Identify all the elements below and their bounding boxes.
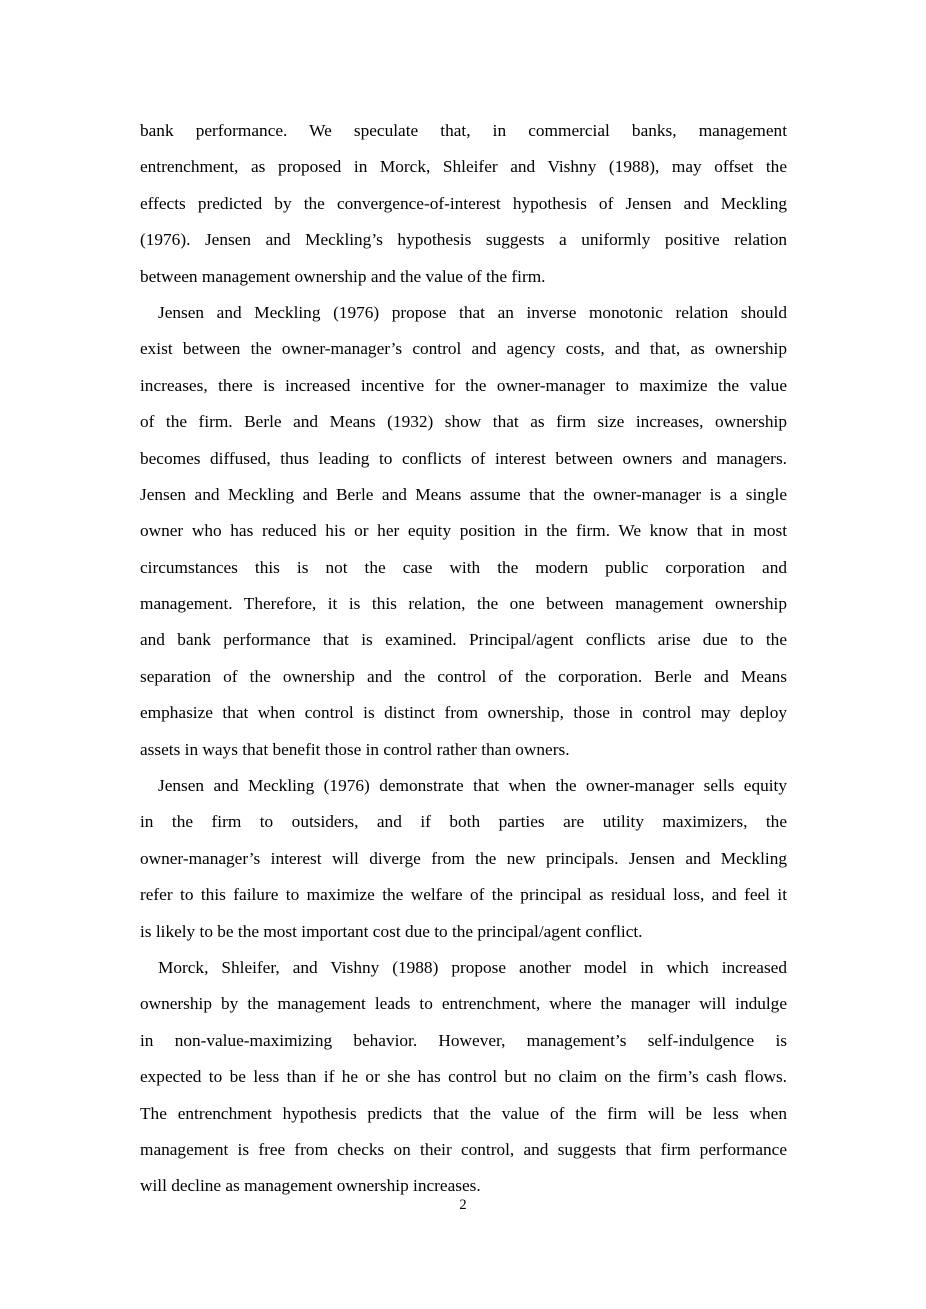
text-line: circumstances this is not the case with the modern public corporation and [140, 557, 787, 577]
text-line: owner who has reduced his or her equity position in the firm. We know that in most [140, 521, 787, 541]
paragraph-2 [140, 295, 787, 768]
text-line: bank performance. We speculate that, in commercial banks, management [140, 121, 787, 140]
text-line: Jensen and Meckling (1976) demonstrate that when the owner-manager sells equity [158, 776, 787, 796]
paragraph-3 [140, 768, 787, 950]
page-number: 2 [459, 1197, 467, 1213]
text-block [140, 113, 787, 1205]
text-line: between management ownership and the value of the firm. [140, 266, 546, 286]
paragraph-4 [140, 950, 787, 1205]
text-line: entrenchment, as proposed in Morck, Shleifer and Vishny (1988), may offset the [140, 157, 787, 177]
text-line: expected to be less than if he or she has control but no claim on the firm’s cash flows. [140, 1067, 787, 1087]
text-line: management is free from checks on their control, and suggests that firm performance [140, 1139, 787, 1159]
text-line: will decline as management ownership increases. [140, 1176, 481, 1196]
text-line: owner-manager’s interest will diverge from the new principals. Jensen and Meckling [140, 848, 787, 868]
text-line: exist between the owner-manager’s control and agency costs, and that, as ownership [140, 339, 787, 359]
text-line: ownership by the management leads to entrenchment, where the manager will indulge [140, 994, 787, 1014]
text-line: separation of the ownership and the control of the corporation. Berle and Means [140, 666, 787, 686]
text-line: The entrenchment hypothesis predicts that the value of the firm will be less when [140, 1103, 787, 1123]
text-line: becomes diffused, thus leading to conflicts of interest between owners and managers. [140, 448, 787, 468]
text-line: effects predicted by the convergence-of-interest hypothesis of Jensen and Meckling [140, 193, 787, 213]
text-line: Jensen and Meckling and Berle and Means assume that the owner-manager is a single [140, 484, 787, 504]
text-line: increases, there is increased incentive for the owner-manager to maximize the value [140, 375, 787, 395]
text-line: (1976). Jensen and Meckling’s hypothesis suggests a uniformly positive relation [140, 230, 787, 250]
paragraph-1 [140, 113, 787, 295]
text-line: assets in ways that benefit those in control rather than owners. [140, 739, 570, 759]
text-line: in the firm to outsiders, and if both parties are utility maximizers, the [140, 812, 787, 832]
text-line: Jensen and Meckling (1976) propose that an inverse monotonic relation should [158, 302, 787, 322]
text-line: and bank performance that is examined. Principal/agent conflicts arise due to the [140, 630, 787, 650]
text-line: Morck, Shleifer, and Vishny (1988) propose another model in which increased [158, 957, 787, 977]
text-line: of the firm. Berle and Means (1932) show that as firm size increases, ownership [140, 412, 787, 432]
text-line: is likely to be the most important cost due to the principal/agent conflict. [140, 921, 643, 941]
text-line: refer to this failure to maximize the welfare of the principal as residual loss, and feel it [140, 885, 787, 905]
text-line: in non-value-maximizing behavior. However, management’s self-indulgence is [140, 1030, 787, 1050]
text-line: emphasize that when control is distinct from ownership, those in control may deploy [140, 703, 787, 723]
text-line: management. Therefore, it is this relation, the one between management ownership [140, 594, 787, 614]
